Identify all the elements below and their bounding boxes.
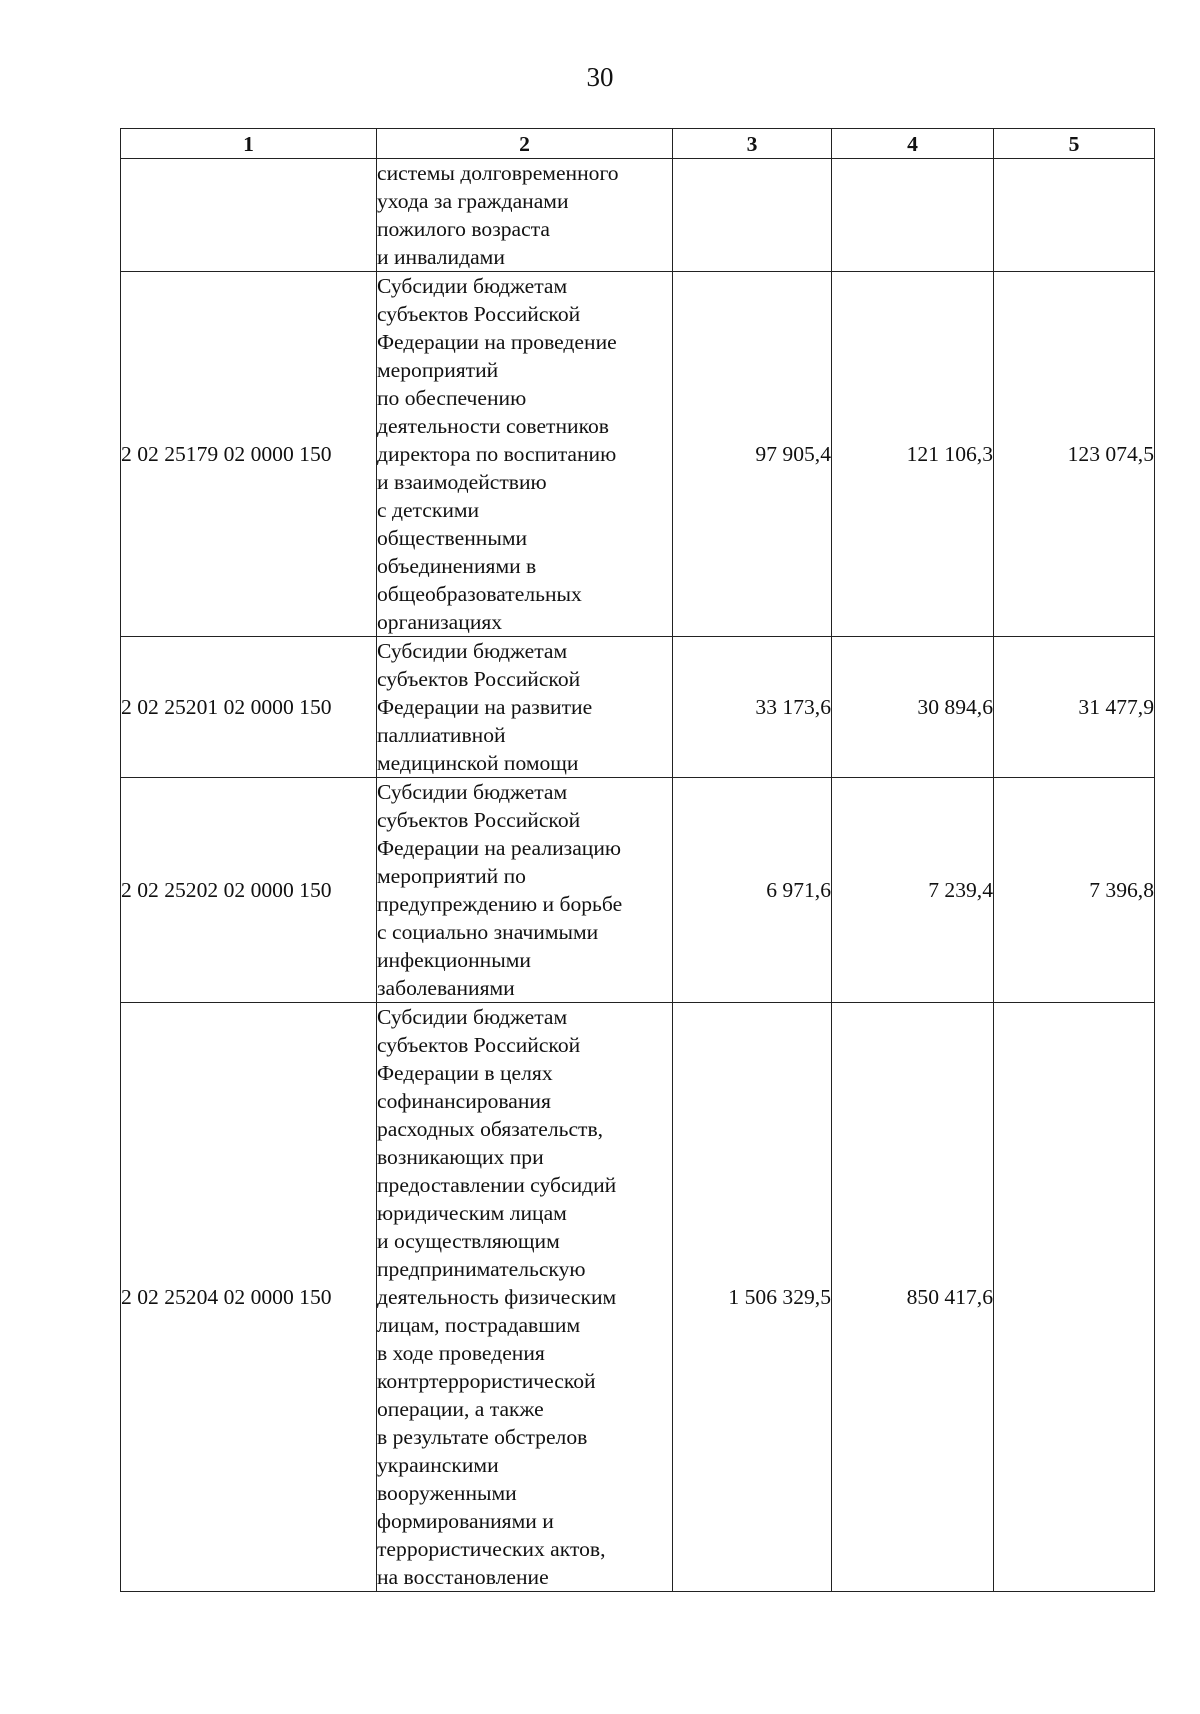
description-line: Федерации на проведение (377, 330, 617, 354)
table-row (121, 272, 1155, 637)
row-value-col3: 6 971,6 (673, 778, 832, 1003)
table-row (121, 778, 1155, 1003)
row-value-col3: 33 173,6 (673, 637, 832, 778)
description-line: ухода за гражданами (377, 189, 569, 213)
description-line: вооруженными (377, 1481, 517, 1505)
budget-table (120, 128, 1155, 1592)
row-description (377, 637, 673, 778)
description-line: организациях (377, 610, 503, 634)
row-value-col4: 121 106,3 (832, 272, 994, 637)
row-value-col4: 30 894,6 (832, 637, 994, 778)
description-line: юридическим лицам (377, 1201, 567, 1225)
description-line: и осуществляющим (377, 1229, 560, 1253)
description-line: мероприятий (377, 358, 499, 382)
description-line: объединениями в (377, 554, 537, 578)
description-line: предпринимательскую (377, 1257, 586, 1281)
description-line: в ходе проведения (377, 1341, 545, 1365)
description-line: заболеваниями (377, 976, 515, 1000)
description-line: формированиями и (377, 1509, 554, 1533)
description-line: террористических актов, (377, 1537, 606, 1561)
description-line: Федерации в целях (377, 1061, 553, 1085)
description-line: с детскими (377, 498, 480, 522)
description-line: по обеспечению (377, 386, 527, 410)
column-header-1: 1 (121, 129, 377, 159)
row-value-col5 (994, 1003, 1155, 1592)
row-value-col3 (673, 159, 832, 272)
table-row (121, 637, 1155, 778)
description-line: и взаимодействию (377, 470, 547, 494)
row-description (377, 1003, 673, 1592)
description-line: субъектов Российской (377, 808, 581, 832)
description-line: деятельности советников (377, 414, 609, 438)
row-description (377, 159, 673, 272)
description-line: субъектов Российской (377, 1033, 581, 1057)
description-line: предупреждению и борьбе (377, 892, 623, 916)
table-row (121, 1003, 1155, 1592)
row-code: 2 02 25179 02 0000 150 (121, 272, 377, 637)
description-line: инфекционными (377, 948, 531, 972)
column-header-3: 3 (673, 129, 832, 159)
row-code: 2 02 25204 02 0000 150 (121, 1003, 377, 1592)
column-header-2: 2 (377, 129, 673, 159)
table-header-row (121, 129, 1155, 159)
description-line: расходных обязательств, (377, 1117, 604, 1141)
row-value-col5: 7 396,8 (994, 778, 1155, 1003)
description-line: субъектов Российской (377, 302, 581, 326)
column-header-4: 4 (832, 129, 994, 159)
description-line: Субсидии бюджетам (377, 639, 568, 663)
description-line: паллиативной (377, 723, 506, 747)
row-value-col3: 97 905,4 (673, 272, 832, 637)
description-line: предоставлении субсидий (377, 1173, 617, 1197)
table-row (121, 159, 1155, 272)
description-line: Федерации на реализацию (377, 836, 622, 860)
description-line: общественными (377, 526, 528, 550)
row-code: 2 02 25202 02 0000 150 (121, 778, 377, 1003)
description-line: медицинской помощи (377, 751, 579, 775)
row-value-col4: 850 417,6 (832, 1003, 994, 1592)
description-line: лицам, пострадавшим (377, 1313, 581, 1337)
description-line: мероприятий по (377, 864, 526, 888)
description-line: Федерации на развитие (377, 695, 593, 719)
description-line: системы долговременного (377, 161, 619, 185)
description-line: директора по воспитанию (377, 442, 617, 466)
row-code: 2 02 25201 02 0000 150 (121, 637, 377, 778)
row-description (377, 272, 673, 637)
description-line: деятельность физическим (377, 1285, 617, 1309)
description-line: Субсидии бюджетам (377, 274, 568, 298)
description-line: с социально значимыми (377, 920, 599, 944)
description-line: контртеррористической (377, 1369, 596, 1393)
description-line: Субсидии бюджетам (377, 1005, 568, 1029)
row-value-col5 (994, 159, 1155, 272)
description-line: операции, а также (377, 1397, 544, 1421)
description-line: пожилого возраста (377, 217, 551, 241)
description-line: возникающих при (377, 1145, 544, 1169)
column-header-5: 5 (994, 129, 1155, 159)
description-line: Субсидии бюджетам (377, 780, 568, 804)
row-value-col5: 31 477,9 (994, 637, 1155, 778)
description-line: и инвалидами (377, 245, 505, 269)
description-line: субъектов Российской (377, 667, 581, 691)
page-number: 30 (586, 62, 614, 92)
row-description (377, 778, 673, 1003)
row-value-col4 (832, 159, 994, 272)
row-value-col5: 123 074,5 (994, 272, 1155, 637)
row-value-col4: 7 239,4 (832, 778, 994, 1003)
row-value-col3: 1 506 329,5 (673, 1003, 832, 1592)
row-code (121, 159, 377, 272)
description-line: украинскими (377, 1453, 499, 1477)
description-line: в результате обстрелов (377, 1425, 588, 1449)
description-line: софинансирования (377, 1089, 551, 1113)
description-line: на восстановление (377, 1565, 549, 1589)
description-line: общеобразовательных (377, 582, 582, 606)
